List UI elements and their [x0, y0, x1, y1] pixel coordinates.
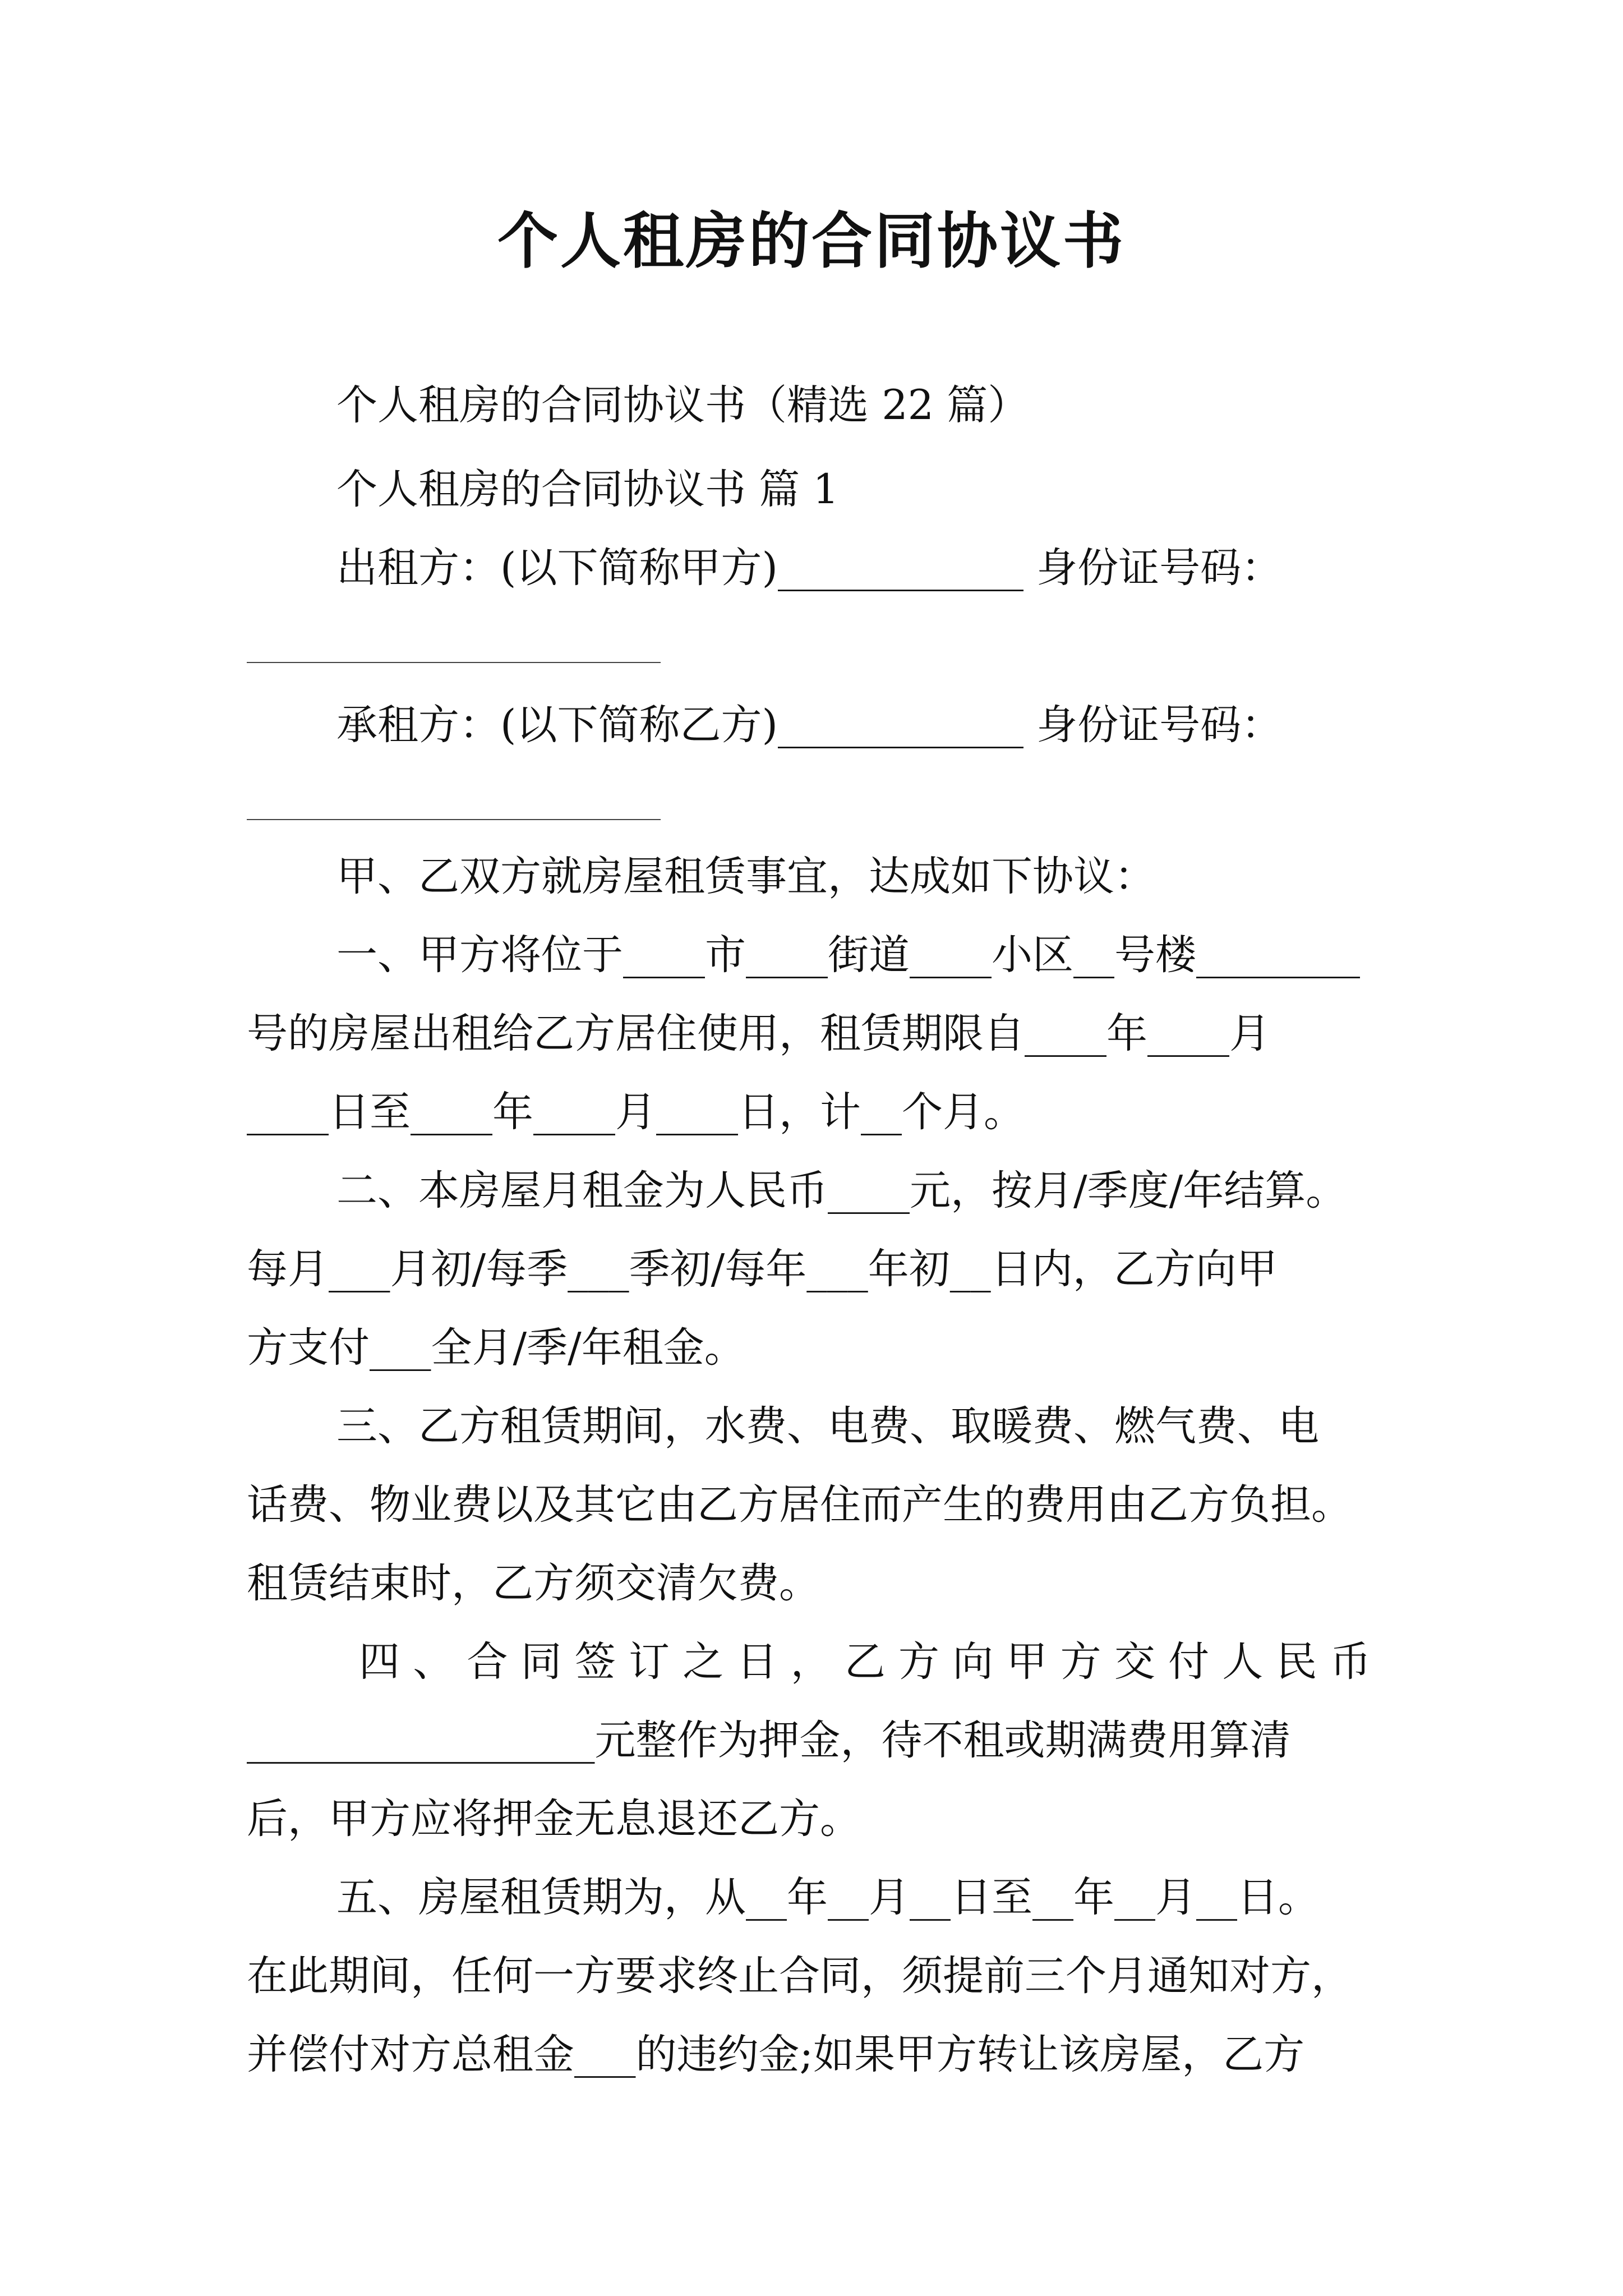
clause-5-line-3: 并偿付对方总租金___的违约金;如果甲方转让该房屋，乙方: [247, 2031, 1305, 2078]
clause-1-line-3: ____日至____年____月____日，计__个月。: [247, 1088, 1025, 1136]
agreement-intro: 甲、乙双方就房屋租赁事宜，达成如下协议：: [336, 853, 1155, 900]
lessee-line: 承租方：(以下简称乙方)____________ 身份证号码：: [336, 701, 1283, 749]
clause-4-line-1: 四 、 合 同 签 订 之 日 ， 乙 方 向 甲 方 交 付 人 民 币: [359, 1638, 1371, 1686]
clause-1-line-1: 一、甲方将位于____市____街道____小区__号楼________: [336, 931, 1360, 979]
clause-3-line-2: 话费、物业费以及其它由乙方居住而产生的费用由乙方负担。: [247, 1481, 1352, 1529]
clause-4-line-3: 后，甲方应将押金无息退还乙方。: [247, 1795, 861, 1843]
lessor-id-blank: [247, 662, 661, 663]
clause-5-line-2: 在此期间，任何一方要求终止合同，须提前三个月通知对方，: [247, 1952, 1352, 2000]
subtitle-line: 个人租房的合同协议书（精选 22 篇）: [336, 381, 1029, 429]
clause-5-line-1: 五、房屋租赁期为，从__年__月__日至__年__月__日。: [336, 1874, 1319, 1921]
clause-4-line-2: _________________元整作为押金，待不租或期满费用算清: [247, 1717, 1291, 1764]
clause-2-line-2: 每月___月初/每季___季初/每年___年初__日内，乙方向甲: [247, 1245, 1278, 1293]
lessee-id-blank: [247, 819, 661, 820]
lessor-line: 出租方：(以下简称甲方)____________ 身份证号码：: [336, 544, 1283, 592]
clause-2-line-1: 二、本房屋月租金为人民币____元，按月/季度/年结算。: [336, 1167, 1347, 1214]
clause-1-line-2: 号的房屋出租给乙方居住使用，租赁期限自____年____月: [247, 1010, 1270, 1057]
section-heading: 个人租房的合同协议书 篇 1: [336, 466, 839, 513]
clause-3-line-3: 租赁结束时，乙方须交清欠费。: [247, 1559, 820, 1607]
clause-2-line-3: 方支付___全月/季/年租金。: [247, 1324, 745, 1372]
document-title: 个人租房的合同协议书: [497, 206, 1126, 277]
clause-3-line-1: 三、乙方租赁期间，水费、电费、取暖费、燃气费、电: [336, 1402, 1319, 1450]
